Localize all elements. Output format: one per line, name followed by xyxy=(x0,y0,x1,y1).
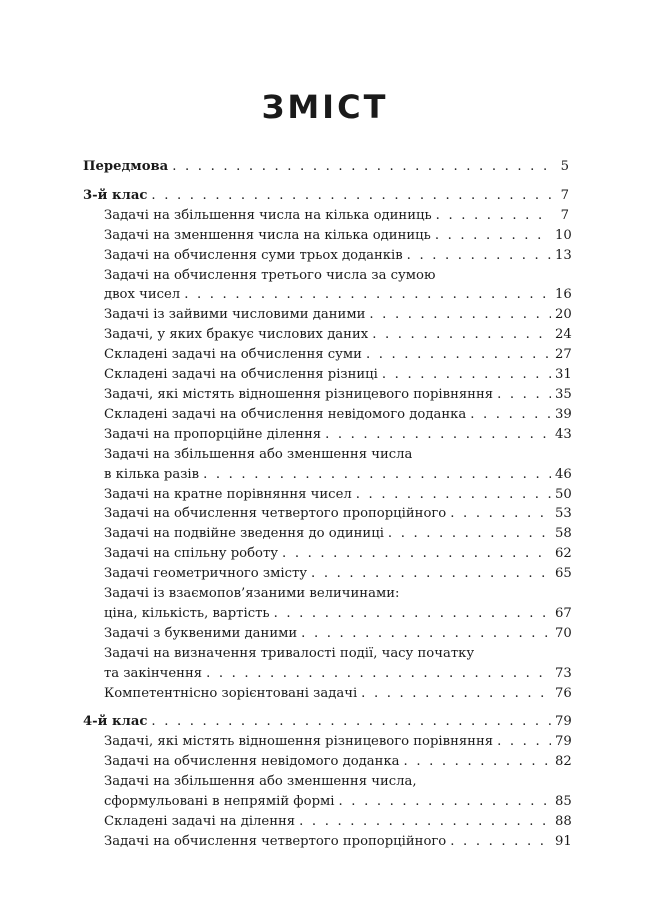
toc-label: Задачі із зайвими числовими даними xyxy=(104,307,366,323)
toc-entry[interactable] xyxy=(83,226,572,246)
toc-entry[interactable] xyxy=(83,405,572,425)
toc-page-number: 16 xyxy=(555,287,572,303)
toc-page-number: 46 xyxy=(555,466,572,482)
toc-entry[interactable] xyxy=(83,664,572,684)
toc-label: Задачі на обчислення невідомого доданка xyxy=(104,754,400,770)
toc-page-number: 39 xyxy=(555,406,572,422)
toc-entry[interactable] xyxy=(83,285,572,305)
toc-entry-label-line: Задачі на збільшення або зменшення числа xyxy=(104,446,413,462)
leader-dots xyxy=(274,604,551,624)
toc-section-grade4[interactable] xyxy=(83,712,572,732)
toc-page-number: 85 xyxy=(555,794,572,810)
leader-dots xyxy=(299,812,551,832)
leader-dots xyxy=(151,186,551,206)
toc-entry[interactable] xyxy=(83,365,572,385)
leader-dots xyxy=(206,664,551,684)
toc-label: Задачі на збільшення числа на кілька одиниць xyxy=(104,207,432,223)
toc-page-number: 79 xyxy=(555,734,572,750)
toc-page-number: 62 xyxy=(555,546,572,562)
toc-label: Задачі на подвійне зведення до одиниці xyxy=(104,526,384,542)
toc-entry[interactable] xyxy=(83,564,572,584)
toc-page-number: 43 xyxy=(555,426,572,442)
leader-dots xyxy=(356,485,551,505)
toc-label: Задачі на обчислення четвертого пропорційного xyxy=(104,833,447,849)
toc-page-number: 10 xyxy=(555,227,572,243)
toc-label: Компетентнісно зорієнтовані задачі xyxy=(104,685,358,701)
toc-page-number: 35 xyxy=(555,386,572,402)
toc-entry[interactable] xyxy=(83,465,572,485)
leader-dots xyxy=(203,465,551,485)
leader-dots xyxy=(282,544,551,564)
toc-label: в кілька разів xyxy=(104,466,200,482)
toc-page-number: 88 xyxy=(555,814,572,829)
toc-page-number: 27 xyxy=(555,347,572,363)
leader-dots xyxy=(497,385,551,405)
toc-label: Задачі на зменшення числа на кілька одиниць xyxy=(104,227,431,243)
leader-dots xyxy=(172,157,551,177)
toc-entry[interactable] xyxy=(83,246,572,266)
leader-dots xyxy=(311,564,551,584)
toc-page-number: 53 xyxy=(555,506,572,522)
toc-page-number: 20 xyxy=(555,307,572,323)
toc-page-number: 7 xyxy=(560,187,569,203)
toc-page-number: 50 xyxy=(555,486,572,502)
toc-label: Задачі, які містять відношення різницевого порівняння xyxy=(104,386,494,402)
toc-page-number: 31 xyxy=(555,367,572,383)
toc-page-number: 76 xyxy=(555,685,572,701)
leader-dots xyxy=(366,345,551,365)
toc-page-number: 5 xyxy=(560,159,569,174)
page-title: ЗМІСТ xyxy=(261,88,389,126)
leader-dots xyxy=(382,365,551,385)
toc-label: та закінчення xyxy=(104,665,203,681)
toc-label: Складені задачі на обчислення невідомого доданка xyxy=(104,406,467,422)
toc-entry[interactable] xyxy=(83,812,572,832)
leader-dots xyxy=(151,712,551,732)
grade3-entries xyxy=(83,206,572,704)
toc-entry[interactable] xyxy=(83,684,572,704)
toc-label: Складені задачі на обчислення суми xyxy=(104,347,362,363)
toc-label: Задачі з буквеними даними xyxy=(104,625,298,641)
toc-label: сформульовані в непрямій формі xyxy=(104,794,335,810)
leader-dots xyxy=(407,246,551,266)
toc-page-number: 67 xyxy=(555,605,572,621)
toc-entry[interactable] xyxy=(83,544,572,564)
toc-entry[interactable] xyxy=(83,832,572,852)
leader-dots xyxy=(388,524,551,544)
toc-page-number: 65 xyxy=(555,566,572,582)
toc-page-number: 58 xyxy=(555,526,572,542)
toc-label: Задачі геометричного змісту xyxy=(104,566,308,582)
toc-page-number: 70 xyxy=(555,625,572,641)
leader-dots xyxy=(436,206,551,226)
toc-entry-label-line: Задачі на визначення тривалості події, часу початку xyxy=(104,645,475,661)
leader-dots xyxy=(470,405,551,425)
toc-page-number: 13 xyxy=(555,247,572,263)
leader-dots xyxy=(497,732,551,752)
toc-label: Задачі на спільну роботу xyxy=(104,546,279,562)
toc-entry[interactable] xyxy=(83,425,572,445)
toc-entry[interactable] xyxy=(83,752,572,772)
toc-page-number: 24 xyxy=(555,327,572,343)
toc-label: Задачі, які містять відношення різницевого порівняння xyxy=(104,734,494,750)
toc-page-number: 91 xyxy=(555,833,572,849)
toc-label: Складені задачі на обчислення різниці xyxy=(104,367,378,383)
toc-page-number: 82 xyxy=(555,754,572,770)
toc-entry[interactable] xyxy=(83,524,572,544)
leader-dots xyxy=(435,226,551,246)
toc-label: Задачі на обчислення суми трьох доданків xyxy=(104,247,403,263)
toc-label: 4-й клас xyxy=(83,714,148,730)
toc-entry[interactable] xyxy=(83,732,572,752)
toc-label: Задачі на пропорційне ділення xyxy=(104,426,322,442)
toc-entry[interactable] xyxy=(83,305,572,325)
toc-label: 3-й клас xyxy=(83,187,148,203)
table-of-contents xyxy=(83,157,572,852)
leader-dots xyxy=(450,504,551,524)
grade4-entries xyxy=(83,732,572,851)
toc-label: Задачі на кратне порівняння чисел xyxy=(104,486,352,502)
leader-dots xyxy=(372,325,551,345)
leader-dots xyxy=(404,752,551,772)
toc-entry[interactable] xyxy=(83,624,572,644)
toc-entry-label-line: Задачі із взаємопов’язаними величинами: xyxy=(104,586,400,602)
toc-page-number: 7 xyxy=(560,207,569,223)
leader-dots xyxy=(339,792,552,812)
toc-entry[interactable] xyxy=(83,604,572,624)
toc-entry[interactable] xyxy=(83,792,572,812)
toc-entry[interactable] xyxy=(83,504,572,524)
leader-dots xyxy=(450,832,551,852)
toc-entry[interactable] xyxy=(83,345,572,365)
toc-label: Задачі на обчислення четвертого пропорційного xyxy=(104,506,447,522)
toc-section-preface[interactable] xyxy=(83,157,569,177)
toc-page-number: 73 xyxy=(555,665,572,681)
leader-dots xyxy=(369,305,551,325)
toc-entry-label-line: Задачі на збільшення або зменшення числа, xyxy=(104,774,417,790)
leader-dots xyxy=(325,425,551,445)
toc-label: двох чисел xyxy=(104,287,181,303)
toc-entry-label-line: Задачі на обчислення третього числа за сумою xyxy=(104,267,436,283)
toc-label: Задачі, у яких бракує числових даних xyxy=(104,327,369,343)
toc-entry[interactable] xyxy=(83,206,569,226)
toc-entry[interactable] xyxy=(83,385,572,405)
toc-page-number: 79 xyxy=(555,714,572,730)
toc-entry[interactable] xyxy=(83,485,572,505)
leader-dots xyxy=(361,684,551,704)
toc-section-grade3[interactable] xyxy=(83,186,569,206)
leader-dots xyxy=(301,624,551,644)
toc-label: ціна, кількість, вартість xyxy=(104,605,270,621)
toc-label: Передмова xyxy=(83,159,169,174)
toc-entry[interactable] xyxy=(83,325,572,345)
toc-label: Складені задачі на ділення xyxy=(104,814,296,829)
leader-dots xyxy=(184,285,551,305)
